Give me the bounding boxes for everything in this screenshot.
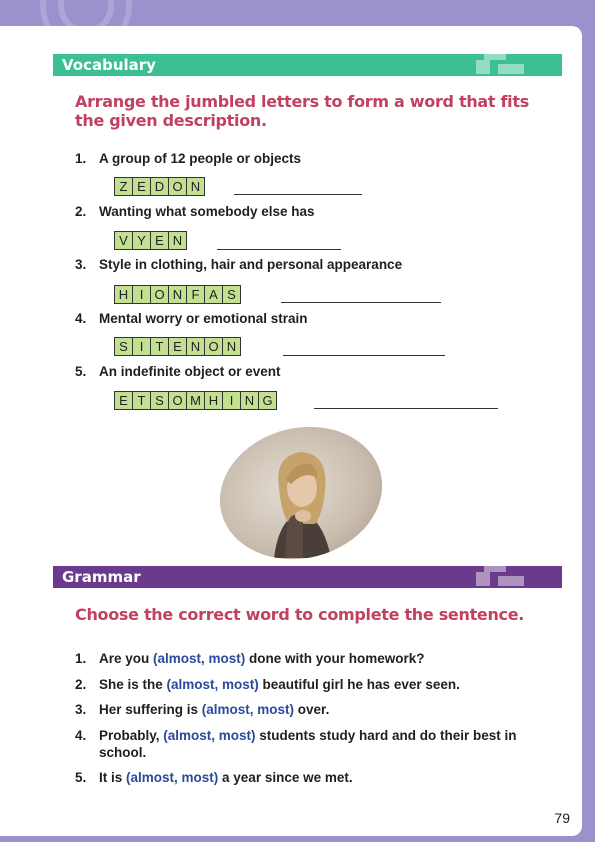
jumbled-letters-5 <box>114 391 276 410</box>
letter-tile: E <box>168 337 187 356</box>
vocab-question-2: 2. Wanting what somebody else has <box>75 204 315 219</box>
answer-blank-4[interactable] <box>283 355 445 356</box>
grammar-question-4: 4. Probably, (almost, most) students study hard and do their best in school. <box>75 728 517 760</box>
answer-blank-3[interactable] <box>281 302 441 303</box>
vocabulary-instruction: Arrange the jumbled letters to form a word that fits the given description. <box>75 92 529 130</box>
letter-tile: T <box>150 337 169 356</box>
letter-tile: O <box>168 391 187 410</box>
letter-tile: I <box>132 285 151 304</box>
answer-options[interactable]: (almost, most) <box>163 728 256 743</box>
letter-tile: D <box>150 177 169 196</box>
letter-tile: G <box>258 391 277 410</box>
letter-tile: H <box>114 285 133 304</box>
answer-options[interactable]: (almost, most) <box>201 702 295 717</box>
letter-tile: F <box>186 285 205 304</box>
vocabulary-header <box>53 54 562 76</box>
vocab-question-5: 5. An indefinite object or event <box>75 364 281 379</box>
letter-tile: M <box>186 391 205 410</box>
letter-tile: O <box>168 177 187 196</box>
answer-blank-5[interactable] <box>314 408 498 409</box>
letter-tile: S <box>222 285 241 304</box>
vocab-question-4: 4. Mental worry or emotional strain <box>75 311 308 326</box>
letter-tile: E <box>132 177 151 196</box>
letter-tile: I <box>222 391 241 410</box>
letter-tile: N <box>168 285 187 304</box>
letter-tile: E <box>150 231 169 250</box>
grammar-title: Grammar <box>62 568 141 586</box>
jumbled-letters-4 <box>114 337 240 356</box>
letter-tile: Z <box>114 177 133 196</box>
grammar-header <box>53 566 562 588</box>
letter-tile: S <box>114 337 133 356</box>
letter-tile: H <box>204 391 223 410</box>
jumbled-letters-1 <box>114 177 204 196</box>
jumbled-letters-2 <box>114 231 186 250</box>
letter-tile: I <box>132 337 151 356</box>
answer-blank-2[interactable] <box>217 249 341 250</box>
letter-tile: S <box>150 391 169 410</box>
answer-options[interactable]: (almost, most) <box>166 677 259 692</box>
letter-tile: N <box>186 177 205 196</box>
letter-tile: V <box>114 231 133 250</box>
letter-tile: O <box>150 285 169 304</box>
letter-tile: N <box>240 391 259 410</box>
letter-tile: O <box>204 337 223 356</box>
answer-options[interactable]: (almost, most) <box>153 651 246 666</box>
page-number: 79 <box>554 810 570 826</box>
letter-tile: N <box>222 337 241 356</box>
vocab-question-1: 1. A group of 12 people or objects <box>75 151 302 166</box>
grammar-instruction: Choose the correct word to complete the sentence. <box>75 605 525 624</box>
grammar-question-3: 3. Her suffering is (almost, most) over. <box>75 702 330 717</box>
letter-tile: N <box>168 231 187 250</box>
letter-tile: Y <box>132 231 151 250</box>
header-decoration <box>476 54 526 76</box>
vocab-question-3: 3. Style in clothing, hair and personal appearance <box>75 257 403 272</box>
answer-blank-1[interactable] <box>234 194 362 195</box>
letter-tile: A <box>204 285 223 304</box>
header-decoration <box>476 566 526 588</box>
answer-options[interactable]: (almost, most) <box>126 770 219 785</box>
grammar-question-5: 5. It is (almost, most) a year since we met. <box>75 770 353 785</box>
jumbled-letters-3 <box>114 285 240 304</box>
grammar-question-1: 1. Are you (almost, most) done with your homework? <box>75 651 425 666</box>
grammar-question-2: 2. She is the (almost, most) beautiful girl he has ever seen. <box>75 677 460 692</box>
letter-tile: E <box>114 391 133 410</box>
letter-tile: N <box>186 337 205 356</box>
letter-tile: T <box>132 391 151 410</box>
vocabulary-title: Vocabulary <box>62 56 156 74</box>
